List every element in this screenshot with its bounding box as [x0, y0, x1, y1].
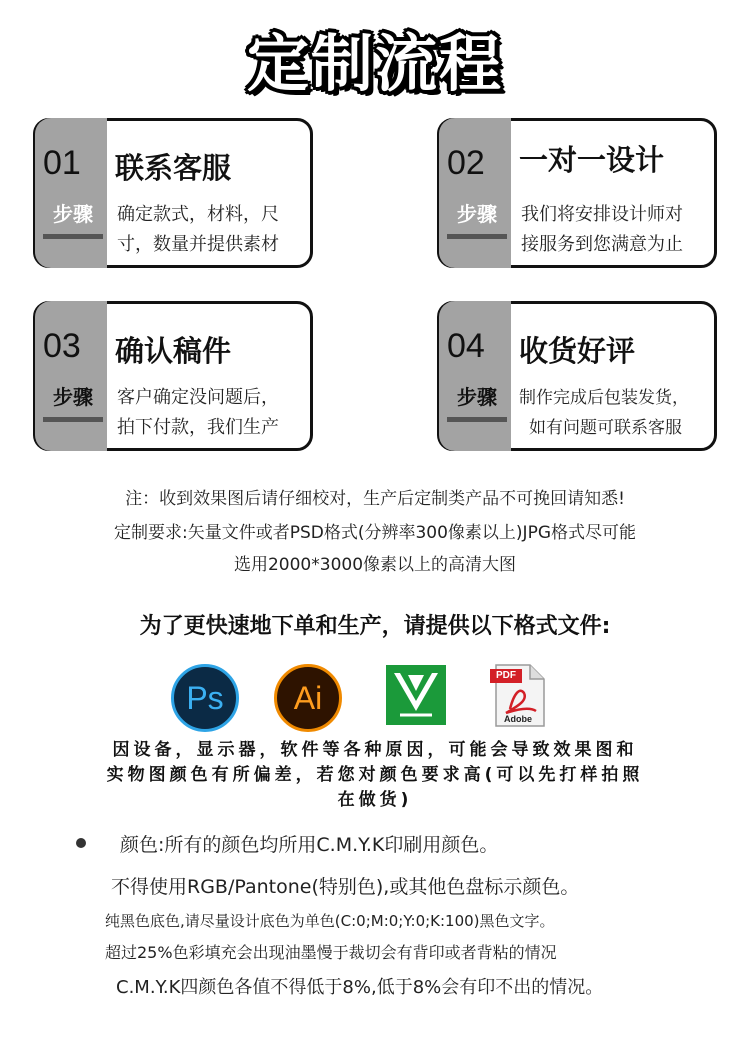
bullet-dot	[76, 838, 86, 848]
step-card-3	[33, 301, 316, 451]
color-warning	[18, 738, 732, 813]
step-card-1	[33, 118, 316, 268]
step-desc-line-1: 我们将安排设计师对	[521, 204, 683, 225]
step-desc-line-1: 制作完成后包装发货，	[519, 388, 689, 408]
adobe-label: Adobe	[504, 714, 532, 724]
step-desc-line-2: 接服务到您满意为止	[521, 234, 683, 255]
note-line-3: 选用2000*3000像素以上的高清大图	[233, 555, 517, 575]
color-note-2: 不得使用RGB/Pantone(特别色),或其他色盘标示颜色。	[111, 876, 580, 898]
step-bar	[447, 417, 507, 422]
step-number: 02	[447, 144, 485, 182]
step-desc-line-1: 确定款式，材料，尺	[117, 204, 279, 225]
coreldraw-icon	[386, 665, 446, 725]
illustrator-icon	[274, 664, 342, 732]
step-number: 01	[43, 144, 81, 182]
warning-line-3: 在做货)	[337, 790, 413, 810]
step-card-2	[437, 118, 720, 268]
step-desc-line-2: 拍下付款，我们生产	[117, 417, 279, 438]
photoshop-icon	[171, 664, 239, 732]
note-line-2: 定制要求:矢量文件或者PSD格式(分辨率300像素以上)JPG格式尽可能	[113, 523, 636, 543]
card-tab	[439, 301, 511, 451]
formats-heading: 为了更快速地下单和生产，请提供以下格式文件:	[139, 614, 611, 639]
step-number: 04	[447, 327, 485, 365]
color-note-1: 颜色:所有的颜色均所用C.M.Y.K印刷用颜色。	[120, 834, 499, 856]
color-note-3: 纯黑色底色,请尽量设计底色为单色(C:0;M:0;Y:0;K:100)黑色文字。	[105, 912, 555, 930]
step-description	[117, 200, 313, 260]
step-bar	[447, 234, 507, 239]
page-title: 定制流程	[246, 27, 503, 100]
ai-text: Ai	[293, 679, 323, 716]
step-description	[519, 383, 715, 443]
step-description	[117, 383, 313, 443]
step-bar	[43, 234, 103, 239]
pdf-label: PDF	[496, 670, 516, 681]
step-label: 步骤	[457, 385, 497, 409]
step-label: 步骤	[53, 202, 93, 226]
pdf-icon	[488, 663, 548, 728]
warning-line-2: 实物图颜色有所偏差，若您对颜色要求高(可以先打样拍照	[106, 765, 644, 785]
step-desc-line-2: 寸，数量并提供素材	[117, 234, 279, 255]
step-card-4	[437, 301, 720, 451]
color-note-5: C.M.Y.K四颜色各值不得低于8%,低于8%会有印不出的情况。	[116, 977, 604, 998]
step-heading: 联系客服	[115, 151, 232, 185]
step-heading: 收货好评	[519, 334, 636, 368]
step-bar	[43, 417, 103, 422]
step-description	[521, 200, 717, 260]
coreldraw-glyph	[386, 665, 446, 725]
step-heading: 确认稿件	[115, 334, 232, 368]
step-number: 03	[43, 327, 81, 365]
step-desc-line-1: 客户确定没问题后，	[117, 387, 279, 408]
card-tab	[35, 301, 107, 451]
card-tab	[439, 118, 511, 268]
step-desc-line-2: 如有问题可联系客服	[529, 418, 682, 438]
step-label: 步骤	[457, 202, 497, 226]
color-note-4: 超过25%色彩填充会出现油墨慢于裁切会有背印或者背粘的情况	[105, 943, 557, 962]
step-heading: 一对一设计	[519, 143, 665, 177]
ps-text: Ps	[186, 679, 224, 716]
warning-line-1: 因设备，显示器，软件等各种原因，可能会导致效果图和	[112, 740, 638, 760]
note-line-1: 注：收到效果图后请仔细校对，生产后定制类产品不可挽回请知悉!	[125, 489, 625, 509]
card-tab	[35, 118, 107, 268]
step-label: 步骤	[53, 385, 93, 409]
